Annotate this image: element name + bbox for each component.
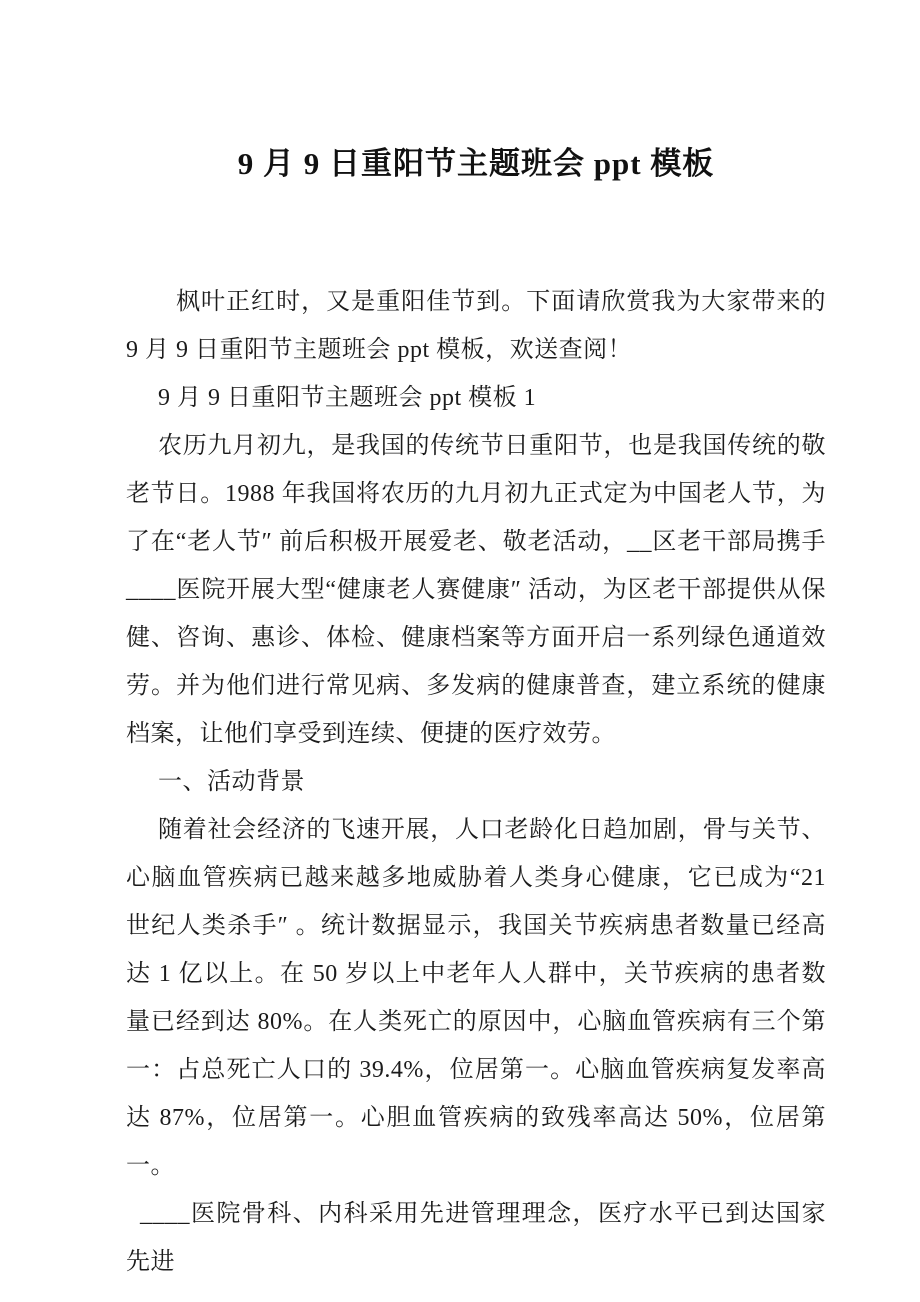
paragraph-body-1: 农历九月初九，是我国的传统节日重阳节，也是我国传统的敬老节日。1988 年我国将农历的九月初九正式定为中国老人节，为了在“老人节″ 前后积极开展爱老、敬老活动，__区老干部局携手____医院开展大型“健康老人赛健康″ 活动，为区老干部提供从保健、咨询、惠诊、体检、健康档案等方面开启一系列绿色通道效劳。并为他们进行常见病、多发病的健康普查，建立系统的健康档案，让他们享受到连续、便捷的医疗效劳。 xyxy=(126,433,826,747)
document-title: 9 月 9 日重阳节主题班会 ppt 模板 xyxy=(237,146,715,181)
paragraph-body-2: 随着社会经济的飞速开展，人口老龄化日趋加剧，骨与关节、心脑血管疾病已越来越多地威胁着人类身心健康，它已成为“21 世纪人类杀手″ 。统计数据显示，我国关节疾病患者数量已经高达 1 亿以上。在 50 岁以上中老年人人群中，关节疾病的患者数量已经到达 80%。在人类死亡的原因中，心脑血管疾病有三个第一：占总死亡人口的 39.4%，位居第一。心脑血管疾病复发率高达 87%，位居第一。心胆血管疾病的致残率高达 50%，位居第一。 xyxy=(126,817,826,1179)
document-body xyxy=(126,278,826,1286)
paragraph-intro: 枫叶正红时，又是重阳佳节到。下面请欣赏我为大家带来的 9 月 9 日重阳节主题班会 ppt 模板，欢送查阅！ xyxy=(126,289,826,363)
paragraph-subtitle: 9 月 9 日重阳节主题班会 ppt 模板 1 xyxy=(158,385,537,411)
paragraph-body-3: ____医院骨科、内科采用先进管理理念，医疗水平已到达国家先进 xyxy=(126,1201,826,1275)
section-heading-activity-background: 一、活动背景 xyxy=(158,769,305,795)
